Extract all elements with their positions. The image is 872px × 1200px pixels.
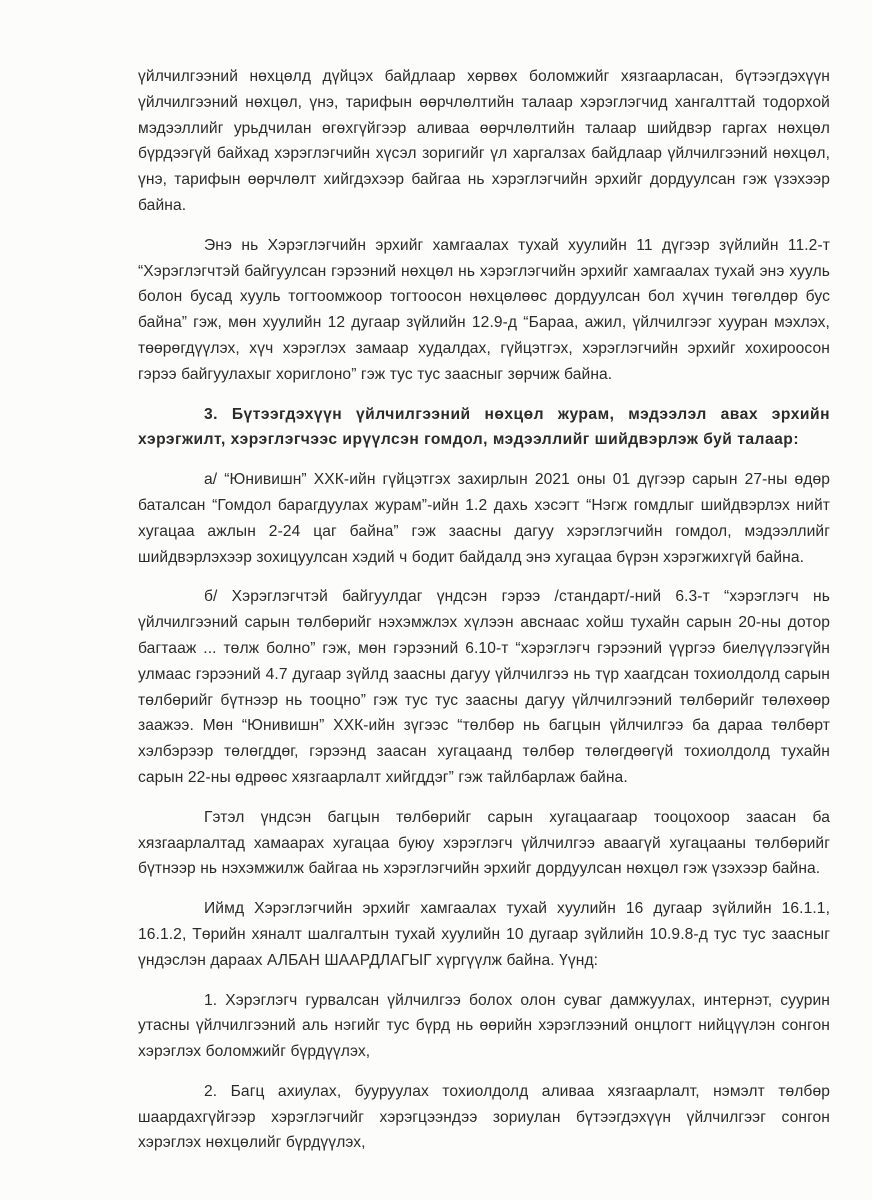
paragraph-item-b: б/ Хэрэглэгчтэй байгуулдаг үндсэн гэрээ /стандарт/-ний 6.3-т “хэрэглэгч нь үйлчилгээний сарын төлбөрийг нэхэмжлэх хүлээн авснаас хойш тухайн сарын 20-ны дотор багтааж ... төлж болно” гэж, мөн гэрээний 6.10-т “хэрэглэгч гэрээний үүргээ биелүүлээгүйн улмаас гэрээний 4.7 дугаар зүйлд заасны дагуу үйлчилгээ нь түр хаагдсан тохиолдолд сарын төлбөрийг бүтнээр нь тооцно” гэж тус тус заасны дагуу үйлчилгээний төлбөрийг төлөхөөр заажээ. Мөн “Юнивишн” ХХК-ийн зүгээс “төлбөр нь багцын үйлчилгээ ба дараа төлбөрт хэлбэрээр төлөгддөг, гэрээнд заасан хугацаанд төлбөр төлөгдөөгүй тохиолдолд тухайн сарын 22-ны өдрөөс хязгаарлалт хийгддэг” гэж тайлбарлаж байна. <box>138 588 830 786</box>
paragraph-conclusion: Гэтэл үндсэн багцын төлбөрийг сарын хугацаагаар тооцохоор заасан ба хязгаарлалтад хамаарах хугацаа буюу хэрэглэгч үйлчилгээ аваагүй хугацааны төлбөрийг бүтнээр нь нэхэмжилж байгаа нь хэрэглэгчийн эрхийг дордуулсан нөхцөл гэж үзэхээр байна. <box>138 808 830 878</box>
demand-item-1: 1. Хэрэглэгч гурвалсан үйлчилгээ болох олон суваг дамжуулах, интернэт, суурин утасны үйлчилгээний аль нэгийг тус бүрд нь өөрийн хэрэглээний онцлогт нийцүүлэн сонгон хэрэглэх боломжийг бүрдүүлэх, <box>138 991 830 1061</box>
paragraph-continuation: үйлчилгээний нөхцөлд дүйцэх байдлаар хөрвөх боломжийг хязгаарласан, бүтээгдэхүүн үйлчилгээний нөхцөл, үнэ, тарифын өөрчлөлтийн талаар хэрэглэгчид хангалттай тодорхой мэдээллийг урьдчилан өгөхгүйгээр аливаа өөрчлөлтийн талаар шийдвэр гаргах нөхцөл бүрдээгүй байхад хэрэглэгчийн хүсэл зоригийг үл харгалзах байдлаар үйлчилгээний нөхцөл, үнэ, тарифын өөрчлөлт хийгдэхээр байгаа нь хэрэглэгчийн эрхийг дордуулсан гэж үзэхээр байна. <box>138 68 830 214</box>
section-heading-3: 3. Бүтээгдэхүүн үйлчилгээний нөхцөл журам, мэдээлэл авах эрхийн хэрэгжилт, хэрэглэгчээс ирүүлсэн гомдол, мэдээллийг шийдвэрлэж буй талаар: <box>138 405 830 449</box>
document-body <box>138 64 830 1170</box>
paragraph-item-a: а/ “Юнивишн” ХХК-ийн гүйцэтгэх захирлын 2021 оны 01 дүгээр сарын 27-ны өдөр баталсан “Гомдол барагдуулах журам”-ийн 1.2 дахь хэсэгт “Нэгж гомдлыг шийдвэрлэх нийт хугацаа ажлын 2-24 цаг байна” гэж заасны дагуу хэрэглэгчийн гомдол, мэдээллийг шийдвэрлэхээр зохицуулсан хэдий ч бодит байдалд энэ хугацаа бүрэн хэрэгжихгүй байна. <box>138 471 830 566</box>
paragraph-official-demand: Иймд Хэрэглэгчийн эрхийг хамгаалах тухай хуулийн 16 дугаар зүйлийн 16.1.1, 16.1.2, Төрийн хяналт шалгалтын тухай хуулийн 10 дугаар зүйлийн 10.9.8-д тус тус заасныг үндэслэн дараах АЛБАН ШААРДЛАГЫГ хүргүүлж байна. Үүнд: <box>138 900 830 969</box>
demand-item-2: 2. Багц ахиулах, бууруулах тохиолдолд аливаа хязгаарлалт, нэмэлт төлбөр шаардахгүйгээр хэрэглэгчийг хэрэгцээндээ зориулан бүтээгдэхүүн үйлчилгээг сонгон хэрэглэх нөхцөлийг бүрдүүлэх, <box>138 1082 830 1152</box>
paragraph-law-reference: Энэ нь Хэрэглэгчийн эрхийг хамгаалах тухай хуулийн 11 дүгээр зүйлийн 11.2-т “Хэрэглэгчтэй байгуулсан гэрээний нөхцөл нь хэрэглэгчийн эрхийг хамгаалах тухай энэ хууль болон бусад хууль тогтоомжоор тогтоосон нөхцөлөөс дордуулсан бол хүчин төгөлдөр бус байна” гэж, мөн хуулийн 12 дугаар зүйлийн 12.9-д “Бараа, ажил, үйлчилгээг хууран мэхлэх, төөрөгдүүлэх, хүч хэрэглэх замаар худалдах, гүйцэтгэх, хэрэглэгчийн эрхийг хохироосон гэрээ байгуулахыг хориглоно” гэж тус тус заасныг зөрчиж байна. <box>138 236 830 383</box>
